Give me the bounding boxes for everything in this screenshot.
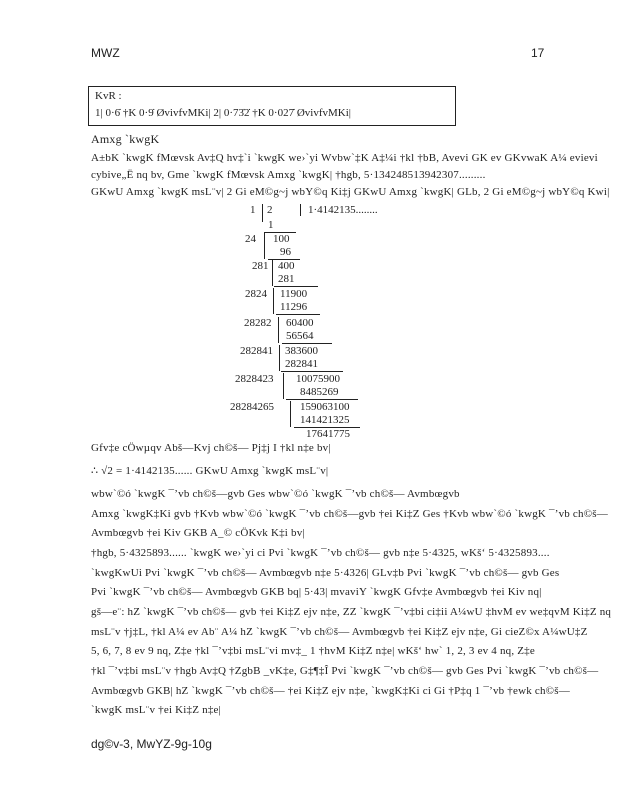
step-divisor: 282841 [240, 345, 273, 357]
step-value: 56564 [286, 330, 314, 342]
text-line: Gfv‡e cÖwµqv Abš—Kvj ch©š— Pj‡j I †kl n‡e bv| [91, 442, 331, 454]
step-bar [279, 345, 280, 371]
step-value: 10075900 [296, 373, 340, 385]
text-line: Amxg `kwgK‡Ki gvb †Kvb wbw`©ó `kwgK ¯’vb ch©š—gvb †ei Ki‡Z Ges †Kvb wbw`©ó `kwgK ¯’vb ch©š— [91, 508, 608, 520]
step-rule [281, 371, 343, 372]
step-value: 1 [268, 219, 274, 231]
division-quotient: 1·4142135........ [308, 204, 378, 216]
exercise-title: KvR : [95, 90, 122, 102]
text-line: msL¨v †j‡L, †kl A¼ ev Ab¨ A¼ hZ `kwgK ¯’vb ch©š— Avmbœgvb †ei Ki‡Z ejv n‡e, Gi cieZ©x A¼wU‡Z [91, 626, 588, 638]
page-number: 17 [531, 46, 545, 60]
text-line: Avmbœgvb †ei Kiv GKB A_© cÖKvk K‡i bv| [91, 527, 305, 539]
page-footer: dg©v-3, MwYZ-9g-10g [91, 737, 212, 751]
division-divisor: 1 [250, 204, 256, 216]
step-divisor: 28282 [244, 317, 272, 329]
quotient-bar [300, 204, 301, 216]
text-line: †kl ¯’v‡bi msL¨v †hgb Av‡Q †ZgbB _vK‡e, G‡¶‡Î Pvi `kwgK ¯’vb ch©š— gvb Ges Pvi `kwgK ¯’vb ch©š— [91, 665, 599, 677]
step-value: 60400 [286, 317, 314, 329]
step-value: 141421325 [300, 414, 350, 426]
exercise-box [88, 86, 456, 126]
running-header: MWZ [91, 46, 120, 60]
exercise-row: 1| 0·6̇ †K 0·9̇ ØvivfvMKi| 2| 0·73̇2̇ †K 0·027̇ ØvivfvMKi| [95, 107, 351, 119]
step-rule [274, 286, 318, 287]
step-value: 11900 [280, 288, 308, 300]
step-value: 100 [273, 233, 290, 245]
step-value: 400 [278, 260, 295, 272]
paragraph-line: cybive„Ë nq bv, Gme `kwgK fMœvsk Amxg `kwgK| †hgb, 5·134248513942307......... [91, 169, 486, 181]
step-bar [290, 401, 291, 427]
step-value: 281 [278, 273, 295, 285]
paragraph-line: A±bK `kwgK fMœvsk Av‡Q hv‡`i `kwgK we›`yi Wvbw`‡K A‡¼i †kl †bB, Avevi GK ev GKvwaK A¼ evievi [91, 152, 598, 164]
subsection-heading: wbw`©ó `kwgK ¯’vb ch©š—gvb Ges wbw`©ó `kwgK ¯’vb ch©š— Avmbœgvb [91, 488, 460, 500]
text-line: †hgb, 5·4325893...... `kwgK we›`yi ci Pvi `kwgK ¯’vb ch©š— gvb n‡e 5·4325, wKš‘ 5·4325893.... [91, 547, 550, 559]
step-value: 96 [280, 246, 291, 258]
step-bar [273, 288, 274, 314]
step-value: 17641775 [306, 428, 350, 440]
text-line: 5, 6, 7, 8 ev 9 nq, Z‡e †kl ¯’v‡bi msL¨vi mv‡_ 1 †hvM Ki‡Z n‡e| wKš‘ hw` 1, 2, 3 ev 4 nq, Z‡e [91, 645, 535, 657]
step-rule [282, 343, 332, 344]
step-value: 8485269 [300, 386, 339, 398]
step-bar [283, 373, 284, 399]
section-title: Amxg `kwgK [91, 132, 160, 146]
step-value: 11296 [280, 301, 308, 313]
step-value: 282841 [285, 358, 318, 370]
text-line: Avmbœgvb GKB| hZ `kwgK ¯’vb ch©š— †ei Ki‡Z ejv n‡e, `kwgK‡Ki ci Gi †P‡q 1 ¯’vb †ewk ch©š— [91, 685, 570, 697]
step-divisor: 2828423 [235, 373, 274, 385]
step-bar [272, 260, 273, 286]
step-value: 383600 [285, 345, 318, 357]
step-bar [264, 233, 265, 259]
step-bar [278, 317, 279, 343]
text-line: gš—e¨: hZ `kwgK ¯’vb ch©š— gvb †ei Ki‡Z ejv n‡e, ZZ `kwgK ¯’v‡bi ci‡ii A¼wU ‡hvM ev we‡qvM Ki‡Z nq [91, 606, 612, 618]
text-line: `kwgK msL¨v †ei Ki‡Z n‡e| [91, 704, 222, 716]
step-divisor: 2824 [245, 288, 267, 300]
division-bar [262, 204, 263, 222]
paragraph-line: GKwU Amxg `kwgK msL¨v| 2 Gi eM©g~j wbY©q Ki‡j GKwU Amxg `kwgK| GLb, 2 Gi eM©g~j wbY©q Kwi| [91, 186, 610, 198]
step-divisor: 24 [245, 233, 256, 245]
step-rule [276, 314, 320, 315]
text-line: `kwgKwUi Pvi `kwgK ¯’vb ch©š— Avmbœgvb n‡e 5·4326| GLv‡b Pvi `kwgK ¯’vb ch©š— gvb Ges [91, 567, 560, 579]
division-dividend: 2 [267, 204, 273, 216]
step-divisor: 28284265 [230, 401, 274, 413]
sqrt-result-line: ∴ √2 = 1·4142135...... GKwU Amxg `kwgK msL¨v| [91, 465, 329, 477]
step-value: 159063100 [300, 401, 350, 413]
text-line: Pvi `kwgK ¯’vb ch©š— Avmbœgvb GKB bq| 5·43| mvaviY `kwgK Gfv‡e Avmbœgvb †ei Kiv nq| [91, 586, 542, 598]
step-rule [286, 399, 358, 400]
step-divisor: 281 [252, 260, 269, 272]
